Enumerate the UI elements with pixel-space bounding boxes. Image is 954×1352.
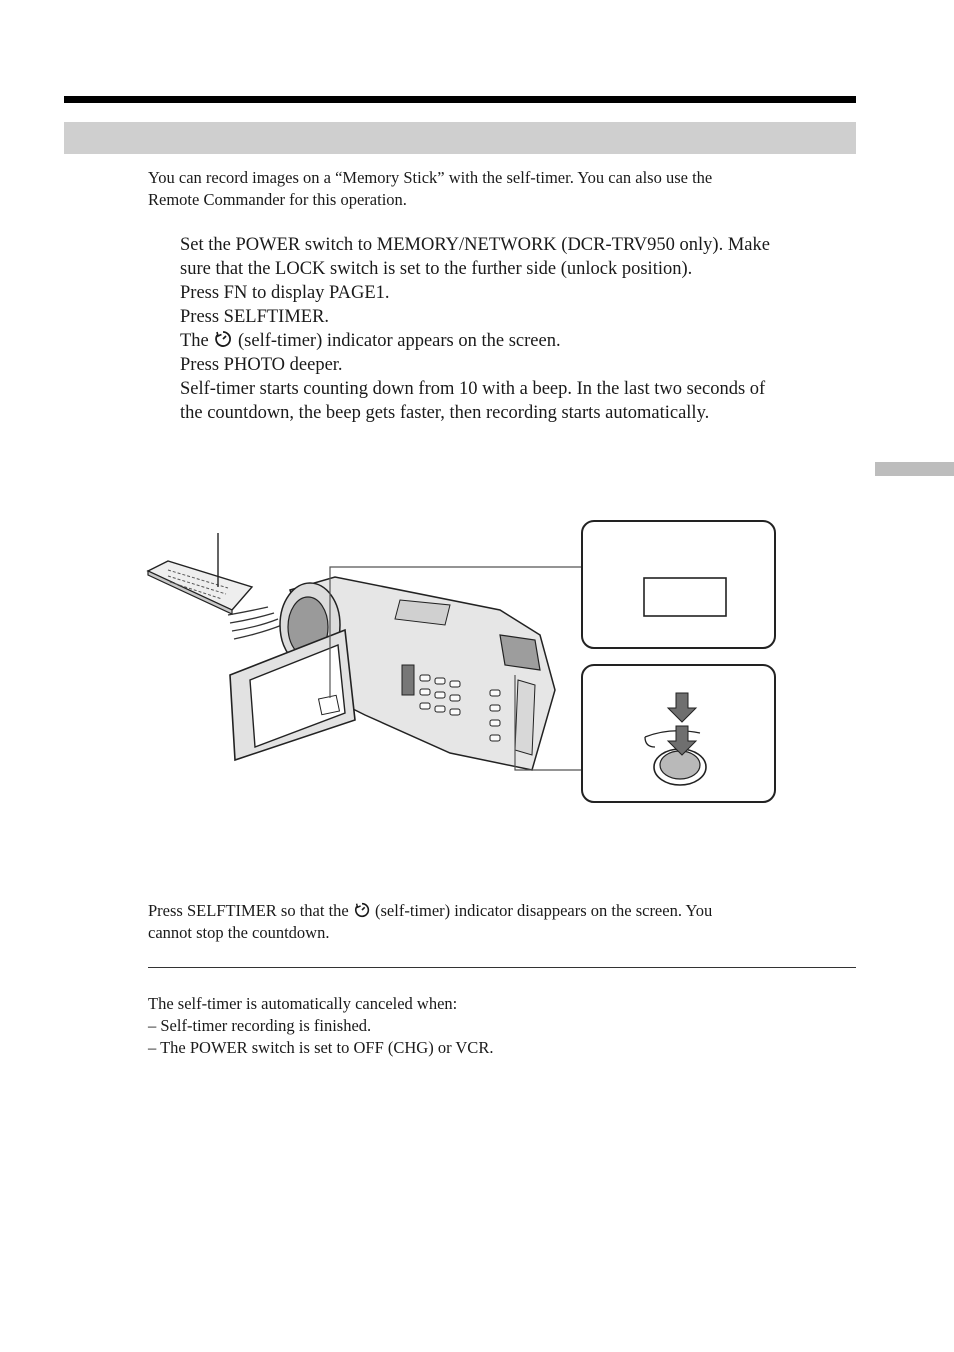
- step-3-detail: [180, 329, 870, 353]
- section-heading-band: [64, 122, 856, 154]
- step-3-detail-post: (self-timer) indicator appears on the screen.: [238, 331, 561, 351]
- step-4-detail-line-1: Self-timer starts counting down from 10 with a beep. In the last two seconds of: [180, 379, 766, 399]
- note-divider: [148, 967, 856, 968]
- step-4: Press PHOTO deeper.: [180, 355, 343, 375]
- self-timer-icon: [353, 901, 371, 919]
- cancel-line-1: [148, 900, 848, 922]
- camcorder-illustration: [140, 515, 785, 810]
- screen-indicator-callout: [582, 521, 775, 648]
- step-2: Press FN to display PAGE1.: [180, 283, 390, 303]
- cancel-paragraph: [148, 900, 848, 944]
- self-timer-icon: [213, 329, 233, 349]
- cancel-post: (self-timer) indicator disappears on the screen. You: [375, 901, 713, 920]
- steps-list: [180, 233, 870, 425]
- step-4-detail-line-2: the countdown, the beep gets faster, then recording starts automatically.: [180, 403, 710, 423]
- step-3: Press SELFTIMER.: [180, 307, 330, 327]
- cancel-line-2: cannot stop the countdown.: [148, 923, 330, 942]
- chapter-side-tab: [875, 462, 954, 476]
- notes-heading: The self-timer is automatically canceled when:: [148, 994, 458, 1013]
- intro-line-1: You can record images on a “Memory Stick” with the self-timer. You can also use the: [148, 168, 713, 187]
- notes-item-2: – The POWER switch is set to OFF (CHG) or VCR.: [148, 1038, 494, 1057]
- top-rule: [64, 96, 856, 103]
- step-1-line-2: sure that the LOCK switch is set to the further side (unlock position).: [180, 259, 693, 279]
- step-3-detail-pre: The: [180, 331, 209, 351]
- remote-commander: [148, 533, 282, 639]
- notes-section: [148, 993, 848, 1059]
- notes-item-1: – Self-timer recording is finished.: [148, 1016, 372, 1035]
- cancel-pre: Press SELFTIMER so that the: [148, 901, 349, 920]
- intro-paragraph: [148, 167, 848, 211]
- photo-button-callout: [582, 665, 775, 802]
- intro-line-2: Remote Commander for this operation.: [148, 190, 407, 209]
- step-1-line-1: Set the POWER switch to MEMORY/NETWORK (DCR-TRV950 only). Make: [180, 235, 770, 255]
